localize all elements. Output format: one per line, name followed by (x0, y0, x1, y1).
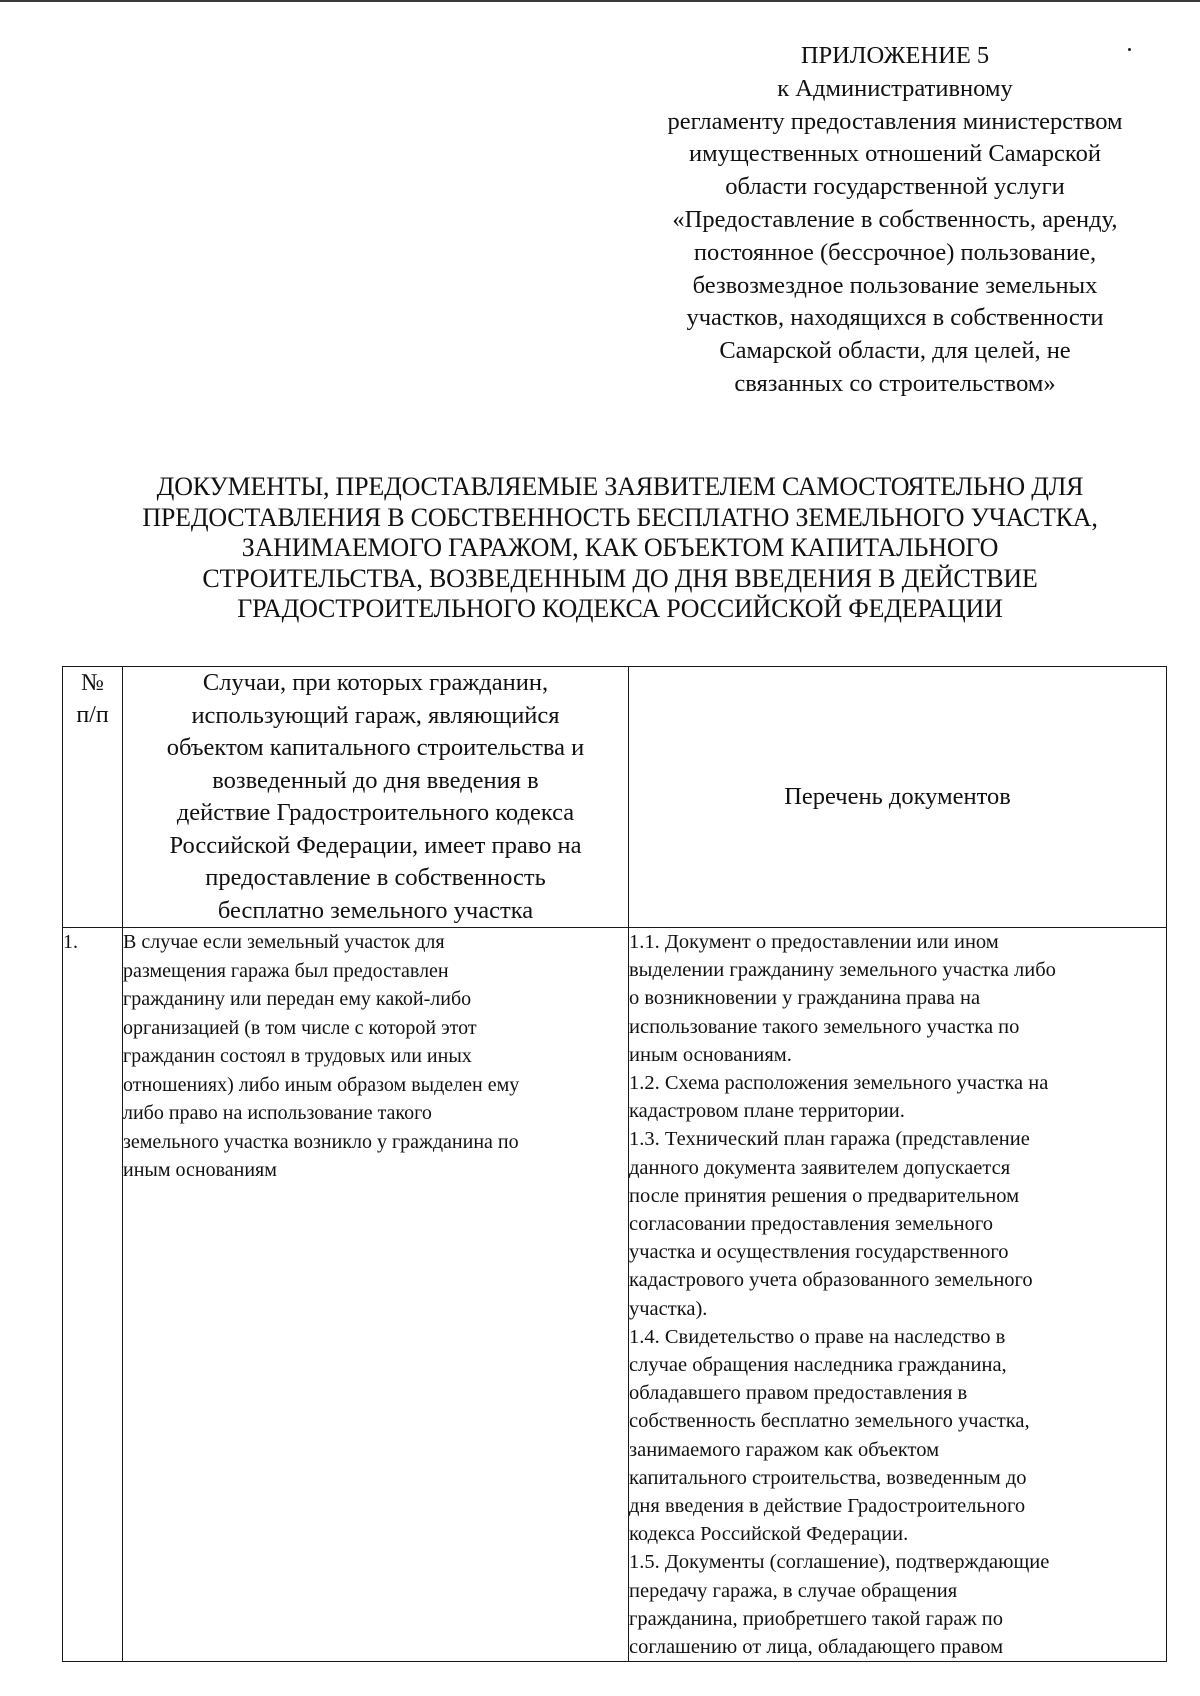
appendix-line: участков, находящихся в собственности (686, 304, 1104, 332)
title-line: ПРЕДОСТАВЛЕНИЯ В СОБСТВЕННОСТЬ БЕСПЛАТНО ЗЕМЕЛЬНОГО УЧАСТКА, (142, 502, 1098, 532)
appendix-line: связанных со строительством» (734, 369, 1056, 397)
appendix-line: ПРИЛОЖЕНИЕ 5 (800, 42, 990, 69)
document-line: случае обращения наследника гражданина, (629, 1354, 1007, 1377)
document-line: капитального строительства, возведенным до (629, 1466, 1027, 1489)
header-cases-line: предоставление в собственность (205, 864, 546, 891)
appendix-line: Самарской области, для целей, не (719, 337, 1071, 365)
title-line: СТРОИТЕЛЬСТВА, ВОЗВЕДЕННЫМ ДО ДНЯ ВВЕДЕНИЯ В ДЕЙСТВИЕ (202, 563, 1038, 593)
appendix-header (615, 40, 1175, 401)
header-cases-line: Российской Федерации, имеет право на (169, 831, 582, 859)
document-line: дня введения в действие Градостроительного (629, 1495, 1026, 1518)
header-number-cell (63, 667, 123, 928)
document-line: иным основаниям. (629, 1043, 792, 1066)
row-number-cell: 1. (63, 928, 123, 1662)
document-title (40, 472, 1200, 625)
appendix-line: области государственной услуги (725, 173, 1065, 201)
row-case-cell (123, 928, 629, 1662)
title-line: ДОКУМЕНТЫ, ПРЕДОСТАВЛЯЕМЫЕ ЗАЯВИТЕЛЕМ САМОСТОЯТЕЛЬНО ДЛЯ (156, 472, 1084, 501)
document-line: 1.3. Технический план гаража (представление (629, 1128, 1030, 1151)
appendix-line: постоянное (бессрочное) пользование, (693, 238, 1097, 266)
document-line: передачу гаража, в случае обращения (629, 1579, 958, 1602)
document-line: данного документа заявителем допускается (629, 1156, 1011, 1179)
document-line: обладавшего правом предоставления в (629, 1382, 968, 1405)
case-line: иным основаниям (123, 1159, 277, 1181)
table-row (63, 928, 1167, 1662)
case-line: организацией (в том числе с которой этот (123, 1016, 477, 1039)
case-line: либо право на использование такого (123, 1102, 432, 1124)
document-line: 1.5. Документы (соглашение), подтверждающие (629, 1551, 1050, 1574)
header-cases-line: возведенный до дня введения в (212, 766, 539, 794)
document-line: гражданина, приобретшего такой гараж по (629, 1607, 1003, 1630)
appendix-line: «Предоставление в собственность, аренду, (672, 205, 1118, 233)
header-cases-cell (123, 667, 629, 928)
case-line: гражданину или передан ему какой-либо (123, 988, 472, 1010)
header-number-line: № (81, 670, 104, 696)
document-line: использование такого земельного участка по (629, 1015, 1020, 1038)
header-number-line: п/п (76, 702, 109, 728)
appendix-line: к Административному (777, 74, 1013, 102)
case-line: размещения гаража был предоставлен (123, 959, 449, 982)
page-top-border (0, 0, 1200, 2)
case-line: гражданин состоял в трудовых или иных (123, 1045, 472, 1067)
appendix-line: регламенту предоставления министерством (667, 107, 1123, 135)
document-line: соглашению от лица, обладающего правом (629, 1636, 1004, 1659)
document-line: выделении гражданину земельного участка либо (629, 959, 1056, 982)
case-line: земельного участка возникло у гражданина по (123, 1130, 519, 1153)
case-line: В случае если земельный участок для (123, 931, 445, 953)
document-line: кодекса Российской Федерации. (629, 1523, 909, 1546)
header-cases-line: использующий гараж, являющийся (191, 701, 560, 729)
appendix-line: имущественных отношений Самарской (689, 140, 1101, 168)
document-line: собственность бесплатно земельного участка, (629, 1410, 1030, 1433)
document-line: кадастровом плане территории. (629, 1100, 905, 1123)
document-line: участка и осуществления государственного (629, 1241, 1009, 1264)
appendix-line: безвозмездное пользование земельных (692, 271, 1098, 299)
document-line: 1.4. Свидетельство о праве на наследство в (629, 1325, 1006, 1348)
document-line: о возникновении у гражданина права на (629, 987, 981, 1010)
header-cases-line: действие Градостроительного кодекса (176, 799, 575, 826)
header-documents-cell: Перечень документов (629, 667, 1167, 928)
document-line: кадастрового учета образованного земельного (629, 1269, 1033, 1292)
document-line: согласовании предоставления земельного (629, 1213, 994, 1236)
title-line: ЗАНИМАЕМОГО ГАРАЖОМ, КАК ОБЪЕКТОМ КАПИТАЛЬНОГО (241, 533, 999, 562)
row-documents-cell (629, 928, 1167, 1662)
documents-table (62, 666, 1167, 1662)
document-line: занимаемого гаражом как объектом (629, 1438, 940, 1461)
title-line: ГРАДОСТРОИТЕЛЬНОГО КОДЕКСА РОССИЙСКОЙ ФЕДЕРАЦИИ (237, 594, 1003, 623)
document-line: 1.1. Документ о предоставлении или ином (629, 931, 999, 953)
header-cases-line: бесплатно земельного участка (217, 896, 534, 924)
case-line: отношениях) либо иным образом выделен ему (123, 1073, 520, 1096)
document-line: 1.2. Схема расположения земельного участка на (629, 1072, 1049, 1095)
table-header-row (63, 667, 1167, 928)
document-line: участка). (629, 1297, 708, 1320)
header-cases-line: объектом капитального строительства и (166, 734, 585, 761)
document-line: после принятия решения о предварительном (629, 1184, 1020, 1207)
header-cases-line: Случаи, при которых гражданин, (202, 669, 549, 696)
